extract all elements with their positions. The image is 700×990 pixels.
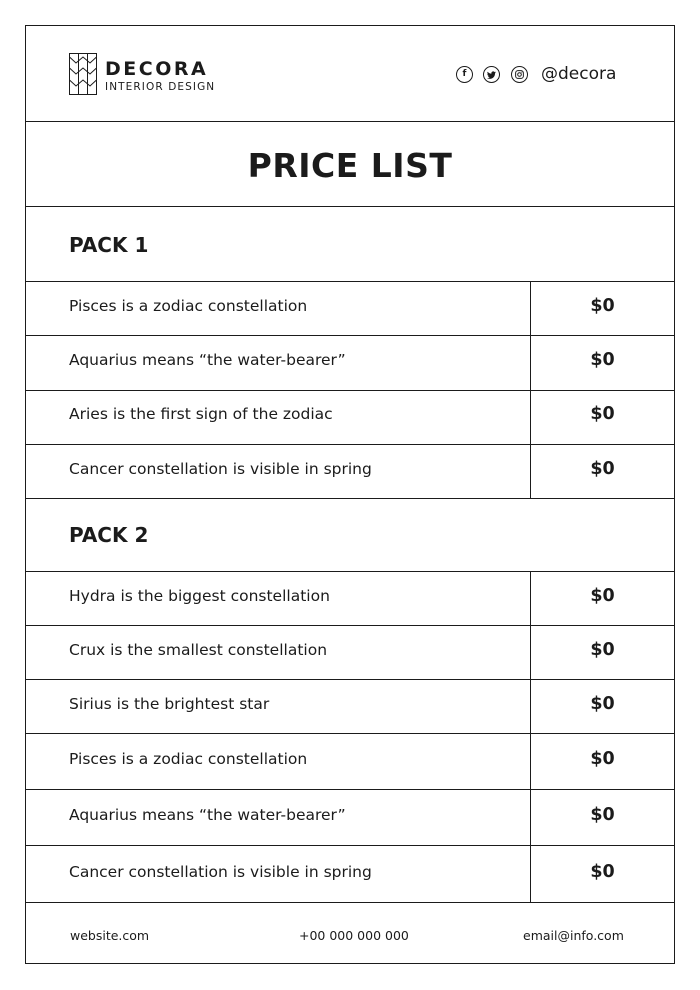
item-name: Pisces is a zodiac constellation bbox=[69, 297, 308, 315]
item-price: $0 bbox=[590, 586, 615, 606]
divider bbox=[26, 281, 674, 282]
instagram-icon[interactable] bbox=[511, 66, 528, 83]
item-name: Cancer constellation is visible in spring bbox=[69, 863, 372, 881]
price-list-card bbox=[25, 25, 675, 964]
pack-title: PACK 2 bbox=[69, 523, 149, 547]
divider bbox=[26, 845, 674, 846]
divider bbox=[26, 733, 674, 734]
item-name: Aquarius means “the water-bearer” bbox=[69, 351, 346, 369]
item-price: $0 bbox=[590, 862, 615, 882]
footer-phone[interactable]: +00 000 000 000 bbox=[299, 928, 409, 943]
brand-subtitle: INTERIOR DESIGN bbox=[105, 81, 216, 93]
divider bbox=[26, 390, 674, 391]
item-price: $0 bbox=[590, 350, 615, 370]
footer-website[interactable]: website.com bbox=[70, 928, 150, 943]
divider bbox=[26, 679, 674, 680]
divider bbox=[26, 625, 674, 626]
item-name: Crux is the smallest constellation bbox=[69, 641, 328, 659]
twitter-icon[interactable] bbox=[483, 66, 500, 83]
item-price: $0 bbox=[590, 459, 615, 479]
footer-email[interactable]: email@info.com bbox=[523, 928, 624, 943]
item-price: $0 bbox=[590, 694, 615, 714]
item-price: $0 bbox=[590, 805, 615, 825]
divider bbox=[26, 902, 674, 903]
facebook-icon[interactable]: f bbox=[456, 66, 473, 83]
divider bbox=[26, 206, 674, 207]
item-price: $0 bbox=[590, 404, 615, 424]
item-name: Aquarius means “the water-bearer” bbox=[69, 806, 346, 824]
pack-title: PACK 1 bbox=[69, 233, 149, 257]
divider bbox=[26, 121, 674, 122]
item-name: Pisces is a zodiac constellation bbox=[69, 750, 308, 768]
item-price: $0 bbox=[590, 296, 615, 316]
item-price: $0 bbox=[590, 749, 615, 769]
item-name: Cancer constellation is visible in spring bbox=[69, 460, 372, 478]
divider bbox=[26, 498, 674, 499]
divider bbox=[26, 789, 674, 790]
price-column-divider bbox=[530, 571, 531, 902]
item-price: $0 bbox=[590, 640, 615, 660]
decora-logo-icon bbox=[69, 53, 97, 95]
divider bbox=[26, 335, 674, 336]
item-name: Hydra is the biggest constellation bbox=[69, 587, 330, 605]
divider bbox=[26, 444, 674, 445]
divider bbox=[26, 571, 674, 572]
brand-name: DECORA bbox=[105, 58, 209, 80]
page-title: PRICE LIST bbox=[247, 146, 453, 185]
item-name: Sirius is the brightest star bbox=[69, 695, 270, 713]
item-name: Aries is the first sign of the zodiac bbox=[69, 405, 333, 423]
social-handle[interactable]: @decora bbox=[541, 64, 617, 84]
